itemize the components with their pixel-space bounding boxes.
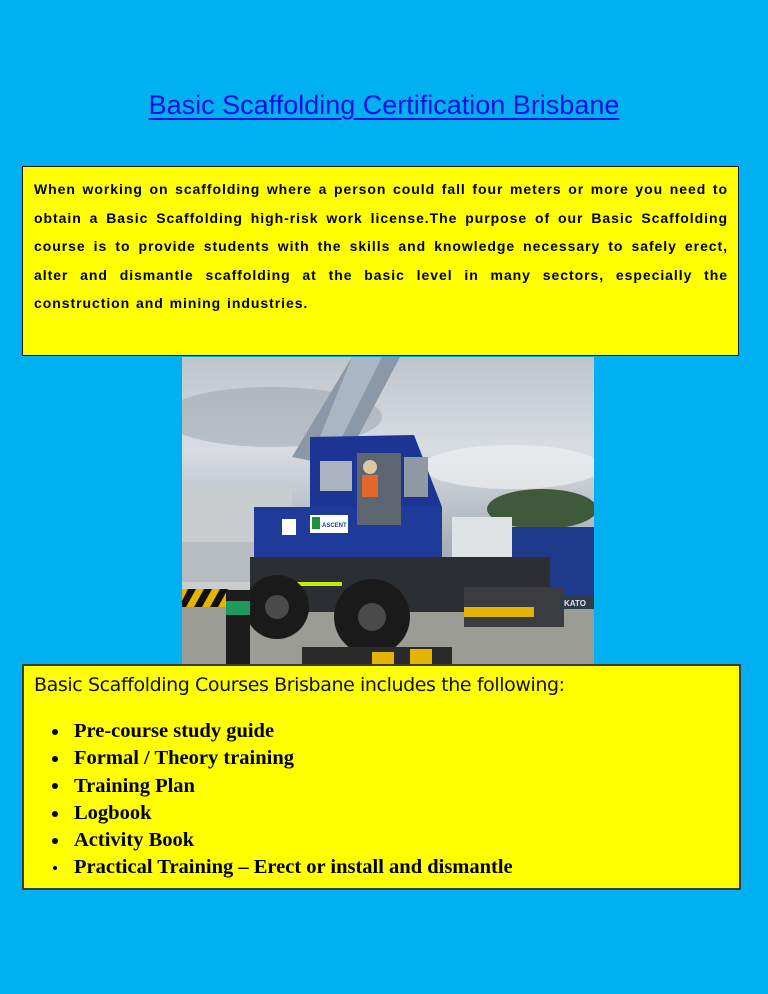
list-item-label: Pre-course study guide xyxy=(74,720,275,742)
crane-illustration xyxy=(182,357,594,664)
list-item xyxy=(52,854,739,881)
includes-list xyxy=(34,718,739,882)
svg-text:KATO: KATO xyxy=(564,599,586,608)
list-item xyxy=(52,773,739,800)
list-item xyxy=(52,745,739,772)
list-item-label: Training Plan xyxy=(74,774,195,797)
svg-text:ASCENT: ASCENT xyxy=(322,523,347,529)
bullet-icon xyxy=(52,783,58,789)
intro-box xyxy=(22,166,739,356)
page-title-link[interactable]: Basic Scaffolding Certification Brisbane xyxy=(148,90,620,120)
includes-box xyxy=(22,664,741,890)
list-item-label: Formal / Theory training xyxy=(74,747,294,770)
bullet-icon xyxy=(52,838,58,844)
bullet-icon xyxy=(52,811,58,817)
crane-photo xyxy=(182,357,594,664)
bullet-icon xyxy=(52,729,58,735)
list-item xyxy=(52,718,739,745)
bullet-icon xyxy=(53,866,57,870)
list-item xyxy=(52,827,739,854)
includes-heading: Basic Scaffolding Courses Brisbane includes the following: xyxy=(34,674,565,696)
list-item-label: Activity Book xyxy=(74,829,195,852)
bullet-icon xyxy=(52,756,58,762)
intro-paragraph: When working on scaffolding where a person could fall four meters or more you need to obtain a Basic Scaffolding high-risk work license.The purpose of our Basic Scaffolding course is to provide students with the skills and knowledge necessary to safely erect, alter and dismantle scaffolding at the basic level in many sectors, especially the construction and mining industries. xyxy=(34,181,728,312)
list-item xyxy=(52,800,739,827)
list-item-label: Practical Training – Erect or install and dismantle xyxy=(74,856,513,879)
list-item-label: Logbook xyxy=(74,801,152,824)
